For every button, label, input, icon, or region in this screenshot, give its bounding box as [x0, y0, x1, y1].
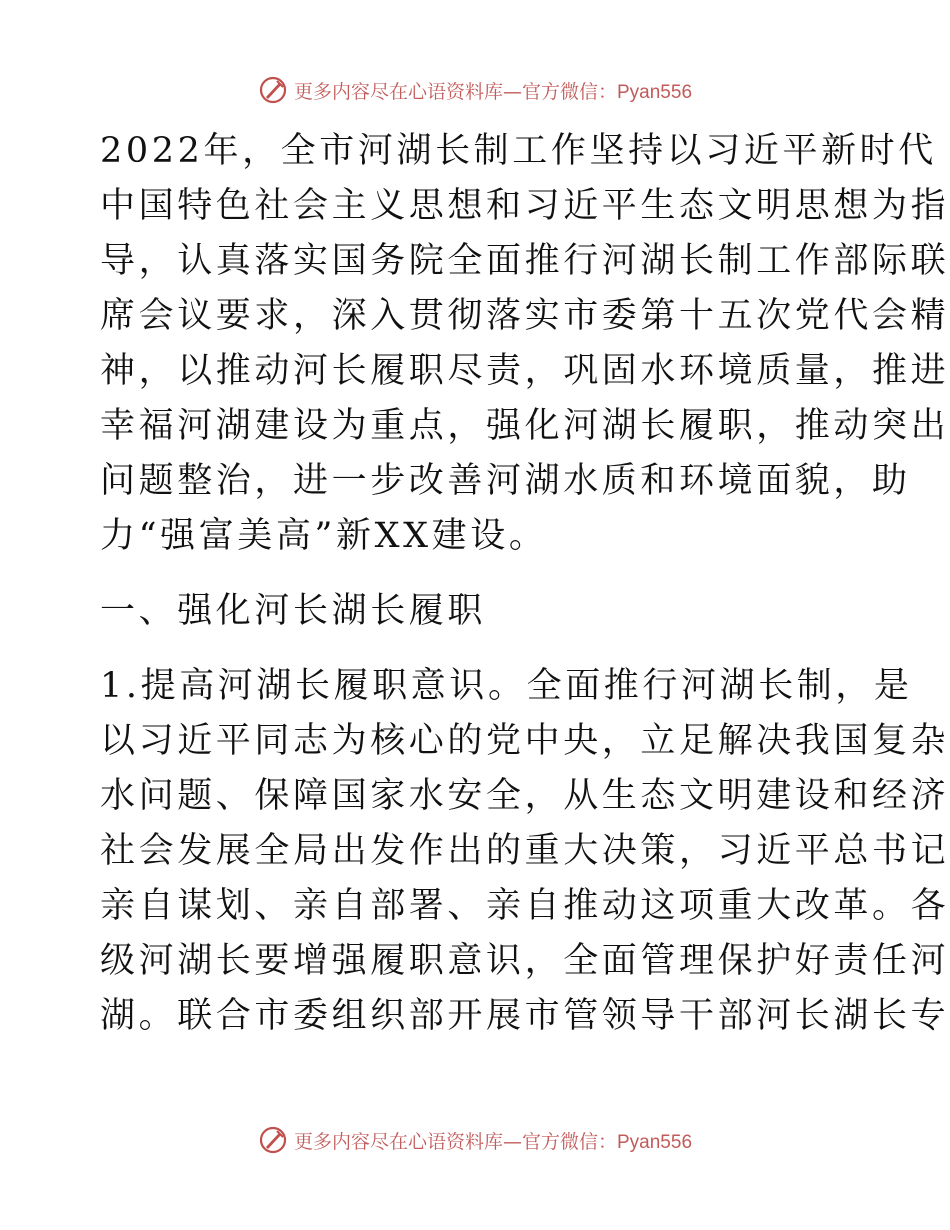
document-body: [100, 124, 950, 1044]
text-line: 以习近平同志为核心的党中央，立足解决我国复杂: [100, 721, 950, 761]
footer-watermark: [0, 1120, 950, 1160]
text-line: 2022年，全市河湖长制工作坚持以习近平新时代: [100, 131, 937, 171]
text-line: 湖。联合市委组织部开展市管领导干部河长湖长专: [100, 996, 950, 1036]
text-line: 亲自谋划、亲自部署、亲自推动这项重大改革。各: [100, 886, 950, 926]
quill-logo-icon: [258, 75, 288, 105]
text-line: 1.提高河湖长履职意识。全面推行河湖长制，是: [100, 666, 913, 706]
quill-logo-icon: [258, 1125, 288, 1155]
text-line: 幸福河湖建设为重点，强化河湖长履职，推动突出: [100, 406, 950, 446]
watermark-text: 更多内容尽在心语资料库—官方微信：Pyan556: [293, 80, 693, 103]
text-line: 导，认真落实国务院全面推行河湖长制工作部际联: [100, 241, 950, 281]
watermark-text: 更多内容尽在心语资料库—官方微信：Pyan556: [293, 1130, 693, 1153]
text-line: 神，以推动河长履职尽责，巩固水环境质量，推进: [100, 351, 950, 391]
text-line: 中国特色社会主义思想和习近平生态文明思想为指: [100, 186, 950, 226]
section-paragraph: [100, 659, 950, 1044]
text-line: 社会发展全局出发作出的重大决策，习近平总书记: [100, 831, 950, 871]
header-watermark: [0, 70, 950, 110]
text-line: 席会议要求，深入贯彻落实市委第十五次党代会精: [100, 296, 950, 336]
text-line: 力“强富美高”新XX建设。: [100, 516, 548, 556]
intro-paragraph: [100, 124, 950, 564]
section-heading: 一、强化河长湖长履职: [100, 591, 487, 631]
text-line: 级河湖长要增强履职意识，全面管理保护好责任河: [100, 941, 950, 981]
text-line: 水问题、保障国家水安全，从生态文明建设和经济: [100, 776, 950, 816]
text-line: 问题整治，进一步改善河湖水质和环境面貌，助: [100, 461, 911, 501]
